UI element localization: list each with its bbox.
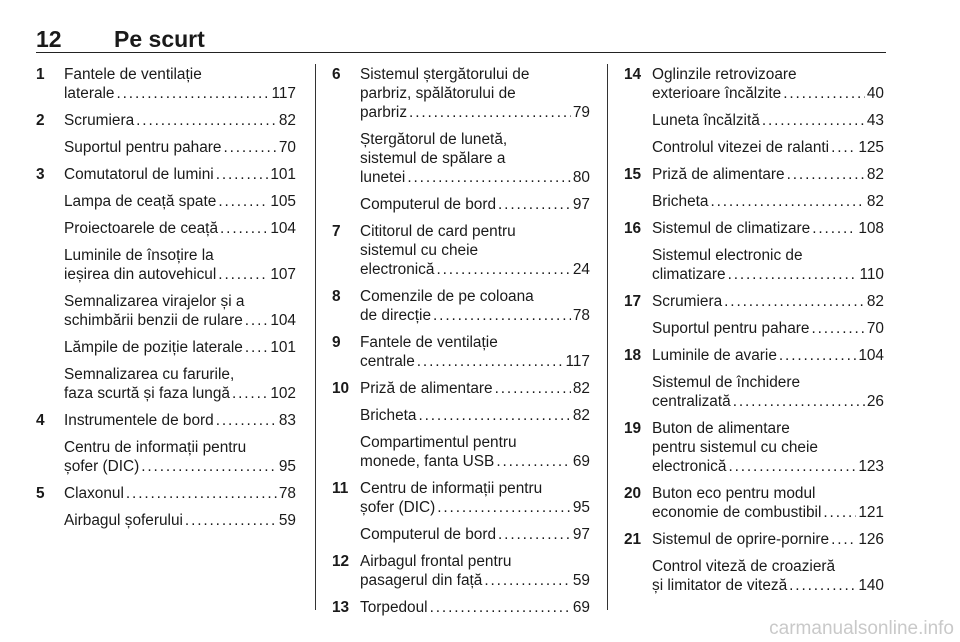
- entry-text: Bricheta: [652, 193, 709, 210]
- item-number: 19: [624, 420, 642, 437]
- entry-line: [652, 319, 884, 338]
- entry-text: climatizare: [652, 266, 726, 283]
- page-reference: 123: [858, 458, 884, 475]
- page-reference: 102: [270, 385, 296, 402]
- entry-line: [360, 168, 590, 187]
- entry-line: [64, 311, 296, 330]
- entry-line: [652, 484, 884, 503]
- dot-leader: [185, 511, 277, 530]
- dot-leader: [779, 346, 856, 365]
- entry-line: [64, 484, 296, 503]
- entry-line: [64, 511, 296, 530]
- index-entry: [36, 219, 296, 238]
- index-entry: [332, 222, 590, 279]
- page-reference: 80: [572, 169, 590, 186]
- item-number: 21: [624, 531, 642, 548]
- entry-line: [360, 433, 590, 452]
- entry-line: [64, 192, 296, 211]
- column-divider-2: [607, 64, 608, 610]
- index-entry: [36, 338, 296, 357]
- page-reference: 110: [859, 266, 884, 283]
- entry-line: [652, 419, 884, 438]
- entry-line: [652, 457, 884, 476]
- page-reference: 59: [278, 512, 296, 529]
- watermark: carmanualsonline.info: [769, 618, 954, 639]
- entry-text: laterale: [64, 85, 115, 102]
- index-entry: [36, 292, 296, 330]
- dot-leader: [436, 260, 570, 279]
- entry-line: [360, 260, 590, 279]
- entry-line: [360, 352, 590, 371]
- entry-text: centralizată: [652, 393, 731, 410]
- entry-line: [360, 84, 590, 103]
- entry-line: [652, 292, 884, 311]
- entry-text: parbriz, spălătorului de: [360, 85, 516, 102]
- index-entry: [332, 130, 590, 187]
- entry-line: [652, 111, 884, 130]
- entry-text: Sistemul electronic de: [652, 247, 803, 264]
- entry-line: [652, 438, 884, 457]
- entry-text: parbriz: [360, 104, 408, 121]
- dot-leader: [409, 103, 571, 122]
- page-reference: 126: [858, 531, 884, 548]
- page-reference: 117: [271, 85, 296, 102]
- entry-line: [360, 525, 590, 544]
- entry-text: Compartimentul pentru: [360, 434, 517, 451]
- page-reference: 26: [866, 393, 884, 410]
- item-number: 3: [36, 166, 45, 183]
- page-reference: 97: [572, 196, 590, 213]
- entry-line: [652, 530, 884, 549]
- dot-leader: [484, 571, 571, 590]
- page-reference: 78: [278, 485, 296, 502]
- entry-text: Lămpile de poziție laterale: [64, 339, 243, 356]
- index-entry: [36, 138, 296, 157]
- entry-text: șofer (DIC): [64, 458, 140, 475]
- index-entry: [36, 411, 296, 430]
- entry-line: [64, 384, 296, 403]
- page-header: [36, 26, 886, 52]
- entry-line: [64, 246, 296, 265]
- dot-leader: [136, 111, 277, 130]
- item-number: 15: [624, 166, 642, 183]
- item-number: 1: [36, 66, 45, 83]
- page-reference: 121: [858, 504, 884, 521]
- item-number: 18: [624, 347, 642, 364]
- entry-line: [360, 287, 590, 306]
- item-number: 8: [332, 288, 341, 305]
- entry-text: Sistemul de închidere: [652, 374, 800, 391]
- entry-line: [64, 84, 296, 103]
- index-entry: [624, 192, 884, 211]
- dot-leader: [116, 84, 269, 103]
- page-reference: 82: [278, 112, 296, 129]
- entry-text: Bricheta: [360, 407, 417, 424]
- entry-line: [64, 457, 296, 476]
- entry-line: [360, 479, 590, 498]
- dot-leader: [216, 165, 269, 184]
- page-reference: 104: [270, 312, 296, 329]
- item-number: 5: [36, 485, 45, 502]
- entry-line: [64, 438, 296, 457]
- page-reference: 104: [270, 220, 296, 237]
- dot-leader: [437, 498, 571, 517]
- entry-text: Torpedoul: [360, 599, 428, 616]
- entry-line: [360, 379, 590, 398]
- entry-text: monede, fanta USB: [360, 453, 495, 470]
- entry-text: Centru de informații pentru: [64, 439, 247, 456]
- dot-leader: [218, 265, 268, 284]
- entry-text: Luminile de însoțire la: [64, 247, 214, 264]
- entry-line: [652, 192, 884, 211]
- item-number: 17: [624, 293, 642, 310]
- index-entry: [624, 292, 884, 311]
- index-entry: [36, 438, 296, 476]
- page-reference: 108: [858, 220, 884, 237]
- entry-text: sistemul de spălare a: [360, 150, 506, 167]
- entry-line: [360, 333, 590, 352]
- item-number: 7: [332, 223, 341, 240]
- entry-line: [64, 365, 296, 384]
- entry-line: [360, 65, 590, 84]
- entry-line: [652, 346, 884, 365]
- page-reference: 70: [866, 320, 884, 337]
- entry-text: Instrumentele de bord: [64, 412, 214, 429]
- page-reference: 24: [572, 261, 590, 278]
- item-number: 9: [332, 334, 341, 351]
- page-reference: 107: [270, 266, 296, 283]
- dot-leader: [783, 84, 865, 103]
- index-entry: [36, 192, 296, 211]
- index-entry: [624, 373, 884, 411]
- dot-leader: [495, 379, 571, 398]
- page-reference: 104: [858, 347, 884, 364]
- index-entry: [624, 138, 884, 157]
- index-entry: [332, 287, 590, 325]
- item-number: 14: [624, 66, 642, 83]
- page-title: Pe scurt: [114, 26, 205, 52]
- page-reference: 40: [866, 85, 884, 102]
- dot-leader: [141, 457, 277, 476]
- entry-line: [360, 598, 590, 617]
- entry-text: și limitator de viteză: [652, 577, 788, 594]
- entry-text: Centru de informații pentru: [360, 480, 543, 497]
- entry-text: Sistemul de climatizare: [652, 220, 811, 237]
- entry-line: [64, 411, 296, 430]
- item-number: 2: [36, 112, 45, 129]
- entry-line: [64, 265, 296, 284]
- page-reference: 140: [858, 577, 884, 594]
- index-entry: [332, 65, 590, 122]
- entry-text: exterioare încălzite: [652, 85, 782, 102]
- page-reference: 82: [572, 380, 590, 397]
- dot-leader: [496, 452, 571, 471]
- entry-text: Suportul pentru pahare: [652, 320, 810, 337]
- entry-text: Scrumiera: [652, 293, 723, 310]
- index-entry: [624, 484, 884, 522]
- dot-leader: [762, 111, 865, 130]
- entry-line: [360, 306, 590, 325]
- page-reference: 70: [278, 139, 296, 156]
- page-reference: 95: [572, 499, 590, 516]
- entry-line: [360, 498, 590, 517]
- item-number: 12: [332, 553, 350, 570]
- page-reference: 69: [572, 599, 590, 616]
- entry-text: pentru sistemul cu cheie: [652, 439, 818, 456]
- entry-text: Oglinzile retrovizoare: [652, 66, 797, 83]
- entry-line: [652, 84, 884, 103]
- page-reference: 101: [270, 339, 296, 356]
- page-reference: 69: [572, 453, 590, 470]
- dot-leader: [245, 311, 269, 330]
- dot-leader: [710, 192, 864, 211]
- entry-text: Cititorul de card pentru: [360, 223, 516, 240]
- entry-text: Ștergătorul de lunetă,: [360, 131, 508, 148]
- item-number: 4: [36, 412, 45, 429]
- index-entry: [36, 246, 296, 284]
- entry-line: [652, 219, 884, 238]
- item-number: 20: [624, 485, 642, 502]
- entry-text: Sistemul ștergătorului de: [360, 66, 530, 83]
- entry-line: [652, 138, 884, 157]
- entry-text: Comutatorul de lumini: [64, 166, 214, 183]
- dot-leader: [223, 138, 276, 157]
- page-reference: 82: [866, 293, 884, 310]
- entry-text: Priză de alimentare: [360, 380, 493, 397]
- entry-line: [652, 557, 884, 576]
- index-entry: [36, 111, 296, 130]
- dot-leader: [407, 168, 571, 187]
- entry-text: Computerul de bord: [360, 526, 497, 543]
- page-reference: 82: [866, 193, 884, 210]
- dot-leader: [430, 598, 571, 617]
- index-column-2: [332, 65, 590, 625]
- entry-text: Computerul de bord: [360, 196, 497, 213]
- page-reference: 78: [572, 307, 590, 324]
- dot-leader: [823, 503, 856, 522]
- index-entry: [36, 65, 296, 103]
- index-entry: [332, 552, 590, 590]
- entry-line: [64, 138, 296, 157]
- entry-line: [360, 571, 590, 590]
- entry-line: [64, 111, 296, 130]
- entry-text: Buton de alimentare: [652, 420, 790, 437]
- entry-line: [360, 241, 590, 260]
- entry-line: [652, 576, 884, 595]
- dot-leader: [418, 406, 570, 425]
- entry-text: Fantele de ventilație: [64, 66, 202, 83]
- entry-text: Comenzile de pe coloana: [360, 288, 534, 305]
- entry-line: [652, 392, 884, 411]
- dot-leader: [789, 576, 856, 595]
- dot-leader: [831, 530, 856, 549]
- entry-line: [652, 265, 884, 284]
- entry-line: [360, 406, 590, 425]
- entry-text: electronică: [360, 261, 435, 278]
- index-entry: [332, 333, 590, 371]
- dot-leader: [498, 195, 571, 214]
- entry-text: Lampa de ceață spate: [64, 193, 217, 210]
- index-column-1: [36, 65, 296, 538]
- index-entry: [332, 525, 590, 544]
- entry-line: [652, 65, 884, 84]
- dot-leader: [811, 319, 864, 338]
- entry-text: Priză de alimentare: [652, 166, 785, 183]
- dot-leader: [728, 457, 856, 476]
- index-entry: [36, 484, 296, 503]
- index-entry: [624, 557, 884, 595]
- entry-line: [64, 292, 296, 311]
- index-entry: [332, 406, 590, 425]
- entry-line: [652, 373, 884, 392]
- entry-line: [360, 195, 590, 214]
- page-reference: 79: [572, 104, 590, 121]
- entry-text: centrale: [360, 353, 415, 370]
- index-entry: [332, 479, 590, 517]
- page-reference: 95: [278, 458, 296, 475]
- page-reference: 117: [565, 353, 590, 370]
- entry-line: [360, 452, 590, 471]
- item-number: 10: [332, 380, 350, 397]
- index-entry: [36, 365, 296, 403]
- entry-text: electronică: [652, 458, 727, 475]
- index-entry: [332, 195, 590, 214]
- entry-text: de direcție: [360, 307, 432, 324]
- entry-text: Proiectoarele de ceață: [64, 220, 219, 237]
- entry-text: economie de combustibil: [652, 504, 822, 521]
- entry-text: Airbagul șoferului: [64, 512, 183, 529]
- index-entry: [36, 165, 296, 184]
- dot-leader: [498, 525, 571, 544]
- entry-text: ieșirea din autovehicul: [64, 266, 217, 283]
- index-entry: [332, 379, 590, 398]
- entry-text: Control viteză de croazieră: [652, 558, 836, 575]
- entry-text: Suportul pentru pahare: [64, 139, 222, 156]
- item-number: 13: [332, 599, 350, 616]
- dot-leader: [417, 352, 564, 371]
- item-number: 6: [332, 66, 341, 83]
- index-entry: [624, 111, 884, 130]
- index-entry: [624, 219, 884, 238]
- index-entry: [332, 433, 590, 471]
- dot-leader: [245, 338, 269, 357]
- item-number: 11: [332, 480, 349, 497]
- entry-text: Fantele de ventilație: [360, 334, 498, 351]
- index-entry: [332, 598, 590, 617]
- page-reference: 101: [270, 166, 296, 183]
- dot-leader: [787, 165, 865, 184]
- index-entry: [36, 511, 296, 530]
- header-divider: [36, 52, 886, 53]
- entry-line: [652, 503, 884, 522]
- entry-text: Semnalizarea cu farurile,: [64, 366, 235, 383]
- entry-text: Controlul vitezei de ralanti: [652, 139, 830, 156]
- entry-text: Sistemul de oprire-pornire: [652, 531, 830, 548]
- dot-leader: [218, 192, 268, 211]
- entry-text: Scrumiera: [64, 112, 135, 129]
- page-reference: 105: [270, 193, 296, 210]
- index-entry: [624, 246, 884, 284]
- dot-leader: [831, 138, 856, 157]
- entry-text: Airbagul frontal pentru: [360, 553, 512, 570]
- entry-line: [360, 103, 590, 122]
- dot-leader: [724, 292, 865, 311]
- dot-leader: [216, 411, 277, 430]
- page-reference: 83: [278, 412, 296, 429]
- index-entry: [624, 319, 884, 338]
- entry-line: [64, 165, 296, 184]
- page-reference: 43: [866, 112, 884, 129]
- entry-text: Claxonul: [64, 485, 124, 502]
- entry-line: [360, 222, 590, 241]
- dot-leader: [728, 265, 858, 284]
- index-entry: [624, 419, 884, 476]
- entry-text: Semnalizarea virajelor și a: [64, 293, 245, 310]
- entry-text: Buton eco pentru modul: [652, 485, 816, 502]
- index-entry: [624, 346, 884, 365]
- entry-text: sistemul cu cheie: [360, 242, 479, 259]
- index-column-3: [624, 65, 884, 603]
- dot-leader: [733, 392, 865, 411]
- dot-leader: [220, 219, 268, 238]
- index-entry: [624, 530, 884, 549]
- dot-leader: [232, 384, 268, 403]
- entry-line: [64, 338, 296, 357]
- page-reference: 97: [572, 526, 590, 543]
- entry-text: Luminile de avarie: [652, 347, 777, 364]
- entry-line: [652, 165, 884, 184]
- entry-line: [652, 246, 884, 265]
- entry-line: [360, 130, 590, 149]
- dot-leader: [126, 484, 277, 503]
- entry-text: pasagerul din față: [360, 572, 483, 589]
- column-divider-1: [315, 64, 316, 610]
- entry-line: [64, 65, 296, 84]
- page-reference: 125: [858, 139, 884, 156]
- item-number: 16: [624, 220, 642, 237]
- index-entry: [624, 65, 884, 103]
- entry-text: schimbării benzii de rulare: [64, 312, 243, 329]
- entry-line: [64, 219, 296, 238]
- index-entry: [624, 165, 884, 184]
- dot-leader: [433, 306, 571, 325]
- page-reference: 82: [866, 166, 884, 183]
- page-number: 12: [36, 26, 62, 52]
- entry-line: [360, 149, 590, 168]
- page-reference: 82: [572, 407, 590, 424]
- dot-leader: [812, 219, 856, 238]
- entry-text: Luneta încălzită: [652, 112, 760, 129]
- entry-line: [360, 552, 590, 571]
- entry-text: faza scurtă și faza lungă: [64, 385, 230, 402]
- page-reference: 59: [572, 572, 590, 589]
- entry-text: lunetei: [360, 169, 406, 186]
- entry-text: șofer (DIC): [360, 499, 436, 516]
